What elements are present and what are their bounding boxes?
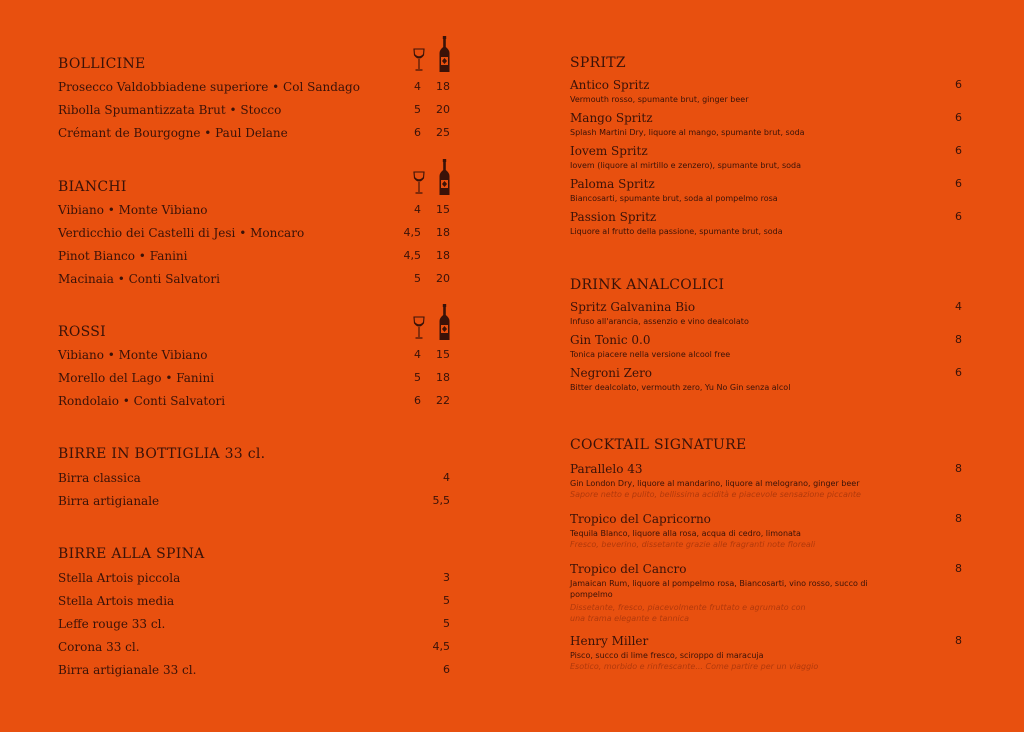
cocktail-desc: Liquore al frutto della passione, spumante brut, soda — [570, 227, 783, 236]
wine-row — [58, 126, 454, 146]
beer-name: Birra artigianale 33 cl. — [58, 663, 197, 677]
wine-name: Morello del Lago • Fanini — [58, 371, 215, 385]
wine-name: Rondolaio • Conti Salvatori — [58, 394, 226, 408]
cocktail-desc: Splash Martini Dry, liquore al mango, spumante brut, soda — [570, 128, 805, 137]
cocktail-price: 6 — [955, 78, 962, 91]
cocktail-name: Iovem Spritz — [570, 144, 648, 158]
glass-price: 4,5 — [403, 226, 421, 239]
bottle-price: 15 — [436, 203, 450, 216]
cocktail-name: Tropico del Capricorno — [570, 512, 711, 526]
cocktail-desc: Infuso all'arancia, assenzio e vino dealcolato — [570, 317, 749, 326]
glass-price: 6 — [414, 126, 421, 139]
beer-price: 4 — [443, 471, 450, 484]
beer-name: Corona 33 cl. — [58, 640, 140, 654]
wine-name: Vibiano • Monte Vibiano — [58, 203, 208, 217]
bottle-price: 18 — [436, 249, 450, 262]
cocktail-desc: Pisco, succo di lime fresco, sciroppo di maracuja — [570, 651, 764, 660]
bottle-price: 20 — [436, 103, 450, 116]
cocktail-price: 8 — [955, 462, 962, 475]
cocktail-name: Paloma Spritz — [570, 177, 655, 191]
cocktail-name: Tropico del Cancro — [570, 562, 687, 576]
cocktail-desc: Iovem (liquore al mirtillo e zenzero), spumante brut, soda — [570, 161, 802, 170]
bottle-price: 18 — [436, 371, 450, 384]
bottle-price: 22 — [436, 394, 450, 407]
beer-name: Birra classica — [58, 471, 141, 485]
wine-name: Macinaia • Conti Salvatori — [58, 272, 220, 286]
glass-price: 4,5 — [403, 249, 421, 262]
beer-row — [58, 663, 454, 683]
cocktail-name: Passion Spritz — [570, 210, 657, 224]
cocktail-price: 8 — [955, 333, 962, 346]
section-title: DRINK ANALCOLICI — [570, 277, 725, 293]
cocktail-desc: Tequila Blanco, liquore alla rosa, acqua di cedro, limonata — [570, 529, 801, 538]
beer-row — [58, 571, 454, 591]
cocktail-note: Sapore netto e pulito, bellissima acidità e piacevole sensazione piccante — [570, 490, 861, 499]
bottle-price: 20 — [436, 272, 450, 285]
wine-name: Vibiano • Monte Vibiano — [58, 348, 208, 362]
cocktail-desc: Gin London Dry, liquore al mandarino, liquore al melograno, ginger beer — [570, 479, 860, 488]
cocktail-price: 4 — [955, 300, 962, 313]
beer-price: 5,5 — [432, 494, 450, 507]
cocktail-desc: Vermouth rosso, spumante brut, ginger beer — [570, 95, 749, 104]
wine-bottle-icon — [439, 36, 450, 72]
wine-row — [58, 348, 454, 368]
bottle-price: 15 — [436, 348, 450, 361]
cocktail-price: 8 — [955, 634, 962, 647]
wine-row — [58, 103, 454, 123]
cocktail-name: Henry Miller — [570, 634, 649, 648]
beer-price: 3 — [443, 571, 450, 584]
section-title: ROSSI — [58, 324, 106, 340]
section-title: BIRRE IN BOTTIGLIA 33 cl. — [58, 446, 266, 462]
section-title: BOLLICINE — [58, 56, 146, 72]
cocktail-price: 6 — [955, 366, 962, 379]
cocktail-note: Dissetante, fresco, piacevolmente fruttato e agrumato con una trama elegante e tannica — [570, 603, 806, 623]
glass-price: 4 — [414, 348, 421, 361]
beer-row — [58, 640, 454, 660]
wine-row — [58, 226, 454, 246]
section-title: BIRRE ALLA SPINA — [58, 546, 205, 562]
wine-row — [58, 272, 454, 292]
cocktail-desc: Tonica piacere nella versione alcool free — [570, 350, 731, 359]
cocktail-name: Gin Tonic 0.0 — [570, 333, 651, 347]
cocktail-price: 8 — [955, 562, 962, 575]
wine-glass-icon — [412, 48, 426, 72]
section-title: BIANCHI — [58, 179, 127, 195]
beer-price: 5 — [443, 594, 450, 607]
cocktail-note: Fresco, beverino, dissetante grazie alle fragranti note floreali — [570, 540, 816, 549]
bottle-price: 18 — [436, 80, 450, 93]
wine-name: Verdicchio dei Castelli di Jesi • Moncaro — [58, 226, 305, 240]
wine-row — [58, 371, 454, 391]
cocktail-price: 6 — [955, 210, 962, 223]
beer-row — [58, 494, 454, 514]
cocktail-name: Negroni Zero — [570, 366, 653, 380]
beer-row — [58, 594, 454, 614]
glass-price: 4 — [414, 203, 421, 216]
beer-name: Birra artigianale — [58, 494, 160, 508]
beer-price: 5 — [443, 617, 450, 630]
wine-row — [58, 249, 454, 269]
beer-name: Stella Artois piccola — [58, 571, 181, 585]
cocktail-name: Spritz Galvanina Bio — [570, 300, 696, 314]
cocktail-note: Esotico, morbido e rinfrescante... Come partire per un viaggio — [570, 662, 819, 671]
beer-price: 4,5 — [432, 640, 450, 653]
cocktail-desc: Bitter dealcolato, vermouth zero, Yu No Gin senza alcol — [570, 383, 791, 392]
cocktail-price: 6 — [955, 144, 962, 157]
wine-glass-icon — [412, 171, 426, 195]
cocktail-name: Mango Spritz — [570, 111, 653, 125]
glass-price: 6 — [414, 394, 421, 407]
bottle-price: 18 — [436, 226, 450, 239]
glass-price: 5 — [414, 103, 421, 116]
wine-bottle-icon — [439, 159, 450, 195]
wine-row — [58, 80, 454, 100]
wine-row — [58, 394, 454, 414]
cocktail-price: 6 — [955, 177, 962, 190]
cocktail-desc: Jamaican Rum, liquore al pompelmo rosa, Biancosarti, vino rosso, succo di pompelmo — [570, 579, 868, 599]
cocktail-price: 8 — [955, 512, 962, 525]
section-title: COCKTAIL SIGNATURE — [570, 437, 747, 453]
bottle-price: 25 — [436, 126, 450, 139]
beer-row — [58, 471, 454, 491]
wine-bottle-icon — [439, 304, 450, 340]
cocktail-desc: Biancosarti, spumante brut, soda al pompelmo rosa — [570, 194, 778, 203]
cocktail-name: Antico Spritz — [570, 78, 650, 92]
wine-name: Pinot Bianco • Fanini — [58, 249, 188, 263]
cocktail-price: 6 — [955, 111, 962, 124]
beer-name: Leffe rouge 33 cl. — [58, 617, 166, 631]
wine-name: Prosecco Valdobbiadene superiore • Col Sandago — [58, 80, 360, 94]
cocktail-name: Parallelo 43 — [570, 462, 643, 476]
glass-price: 5 — [414, 272, 421, 285]
wine-name: Ribolla Spumantizzata Brut • Stocco — [58, 103, 282, 117]
glass-price: 5 — [414, 371, 421, 384]
wine-row — [58, 203, 454, 223]
wine-name: Crémant de Bourgogne • Paul Delane — [58, 126, 288, 140]
section-title: SPRITZ — [570, 55, 626, 71]
glass-price: 4 — [414, 80, 421, 93]
beer-price: 6 — [443, 663, 450, 676]
wine-glass-icon — [412, 316, 426, 340]
beer-row — [58, 617, 454, 637]
beer-name: Stella Artois media — [58, 594, 175, 608]
